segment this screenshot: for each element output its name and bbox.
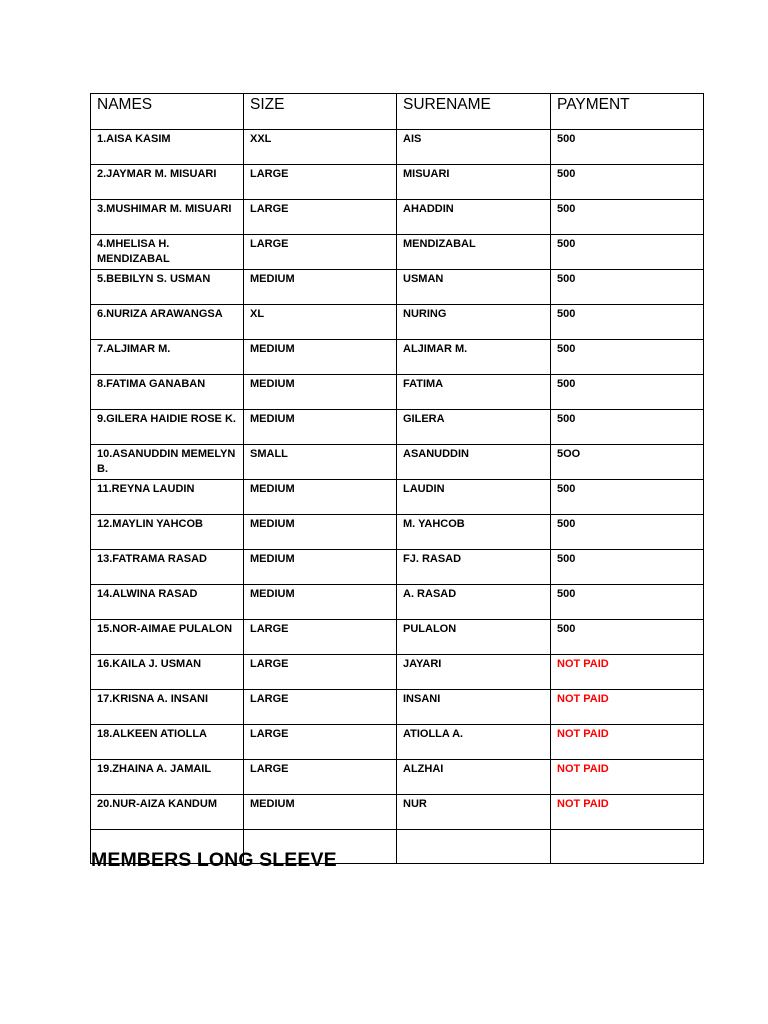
table-row <box>91 480 704 515</box>
cell-size: SMALL <box>244 445 397 480</box>
cell-name: 11.REYNA LAUDIN <box>91 480 244 515</box>
cell-size: MEDIUM <box>244 550 397 585</box>
cell-name: 5.BEBILYN S. USMAN <box>91 270 244 305</box>
cell-size: MEDIUM <box>244 515 397 550</box>
cell-payment: 500 <box>551 235 704 270</box>
cell-name: 20.NUR-AIZA KANDUM <box>91 795 244 830</box>
table-row <box>91 795 704 830</box>
cell-name: 17.KRISNA A. INSANI <box>91 690 244 725</box>
cell-surename: ATIOLLA A. <box>397 725 551 760</box>
cell-payment: NOT PAID <box>551 795 704 830</box>
cell-name: 3.MUSHIMAR M. MISUARI <box>91 200 244 235</box>
cell-surename: NUR <box>397 795 551 830</box>
table-row <box>91 655 704 690</box>
cell-size: LARGE <box>244 725 397 760</box>
table-row <box>91 585 704 620</box>
column-header-payment: PAYMENT <box>551 94 704 130</box>
cell-size: MEDIUM <box>244 340 397 375</box>
cell-surename: ALZHAI <box>397 760 551 795</box>
cell-size: MEDIUM <box>244 410 397 445</box>
cell-payment: 500 <box>551 130 704 165</box>
cell-payment: NOT PAID <box>551 725 704 760</box>
table-row <box>91 410 704 445</box>
cell-surename: JAYARI <box>397 655 551 690</box>
cell-name: 4.MHELISA H. MENDIZABAL <box>91 235 244 270</box>
column-header-size: SIZE <box>244 94 397 130</box>
cell-size: MEDIUM <box>244 270 397 305</box>
cell-size: LARGE <box>244 690 397 725</box>
cell-size: LARGE <box>244 235 397 270</box>
table-row <box>91 515 704 550</box>
cell-size: LARGE <box>244 760 397 795</box>
table-row <box>91 235 704 270</box>
cell-size: LARGE <box>244 200 397 235</box>
cell-name: 8.FATIMA GANABAN <box>91 375 244 410</box>
members-table-body <box>91 94 704 864</box>
cell-payment: 500 <box>551 340 704 375</box>
cell-payment: NOT PAID <box>551 655 704 690</box>
cell-surename: AHADDIN <box>397 200 551 235</box>
cell-name: 7.ALJIMAR M. <box>91 340 244 375</box>
cell-payment: 500 <box>551 165 704 200</box>
cell-name: 9.GILERA HAIDIE ROSE K. <box>91 410 244 445</box>
cell-size: LARGE <box>244 165 397 200</box>
empty-cell <box>397 830 551 864</box>
table-header-row <box>91 94 704 130</box>
cell-surename: FATIMA <box>397 375 551 410</box>
column-header-surename: SURENAME <box>397 94 551 130</box>
cell-surename: MISUARI <box>397 165 551 200</box>
table-row <box>91 165 704 200</box>
cell-name: 13.FATRAMA RASAD <box>91 550 244 585</box>
table-row <box>91 620 704 655</box>
cell-name: 1.AISA KASIM <box>91 130 244 165</box>
cell-name: 19.ZHAINA A. JAMAIL <box>91 760 244 795</box>
cell-payment: 500 <box>551 515 704 550</box>
cell-surename: NURING <box>397 305 551 340</box>
table-row <box>91 375 704 410</box>
cell-surename: M. YAHCOB <box>397 515 551 550</box>
table-row <box>91 725 704 760</box>
table-row <box>91 760 704 795</box>
table-row <box>91 445 704 480</box>
table-row <box>91 340 704 375</box>
cell-payment: 500 <box>551 270 704 305</box>
cell-payment: 500 <box>551 375 704 410</box>
cell-payment: 5OO <box>551 445 704 480</box>
cell-name: 14.ALWINA RASAD <box>91 585 244 620</box>
table-row <box>91 690 704 725</box>
members-table <box>90 93 704 864</box>
cell-size: XXL <box>244 130 397 165</box>
cell-size: MEDIUM <box>244 375 397 410</box>
cell-name: 6.NURIZA ARAWANGSA <box>91 305 244 340</box>
table-row <box>91 270 704 305</box>
cell-surename: LAUDIN <box>397 480 551 515</box>
empty-cell <box>551 830 704 864</box>
table-row <box>91 305 704 340</box>
cell-payment: 500 <box>551 585 704 620</box>
document-title: MEMBERS LONG SLEEVE <box>91 849 337 871</box>
table-row <box>91 550 704 585</box>
cell-name: 16.KAILA J. USMAN <box>91 655 244 690</box>
cell-payment: NOT PAID <box>551 760 704 795</box>
cell-payment: 500 <box>551 410 704 445</box>
cell-surename: USMAN <box>397 270 551 305</box>
cell-size: LARGE <box>244 655 397 690</box>
cell-size: MEDIUM <box>244 585 397 620</box>
cell-size: MEDIUM <box>244 480 397 515</box>
cell-size: MEDIUM <box>244 795 397 830</box>
cell-surename: MENDIZABAL <box>397 235 551 270</box>
cell-payment: NOT PAID <box>551 690 704 725</box>
cell-payment: 500 <box>551 550 704 585</box>
table-row <box>91 200 704 235</box>
column-header-names: NAMES <box>91 94 244 130</box>
cell-surename: AIS <box>397 130 551 165</box>
cell-name: 2.JAYMAR M. MISUARI <box>91 165 244 200</box>
cell-surename: ALJIMAR M. <box>397 340 551 375</box>
cell-payment: 500 <box>551 620 704 655</box>
cell-size: LARGE <box>244 620 397 655</box>
cell-surename: ASANUDDIN <box>397 445 551 480</box>
cell-surename: PULALON <box>397 620 551 655</box>
cell-surename: A. RASAD <box>397 585 551 620</box>
cell-name: 15.NOR-AIMAE PULALON <box>91 620 244 655</box>
cell-name: 18.ALKEEN ATIOLLA <box>91 725 244 760</box>
cell-surename: FJ. RASAD <box>397 550 551 585</box>
cell-name: 12.MAYLIN YAHCOB <box>91 515 244 550</box>
cell-surename: INSANI <box>397 690 551 725</box>
cell-payment: 500 <box>551 305 704 340</box>
cell-name: 10.ASANUDDIN MEMELYN B. <box>91 445 244 480</box>
table-row <box>91 130 704 165</box>
cell-size: XL <box>244 305 397 340</box>
cell-payment: 500 <box>551 200 704 235</box>
cell-surename: GILERA <box>397 410 551 445</box>
cell-payment: 500 <box>551 480 704 515</box>
